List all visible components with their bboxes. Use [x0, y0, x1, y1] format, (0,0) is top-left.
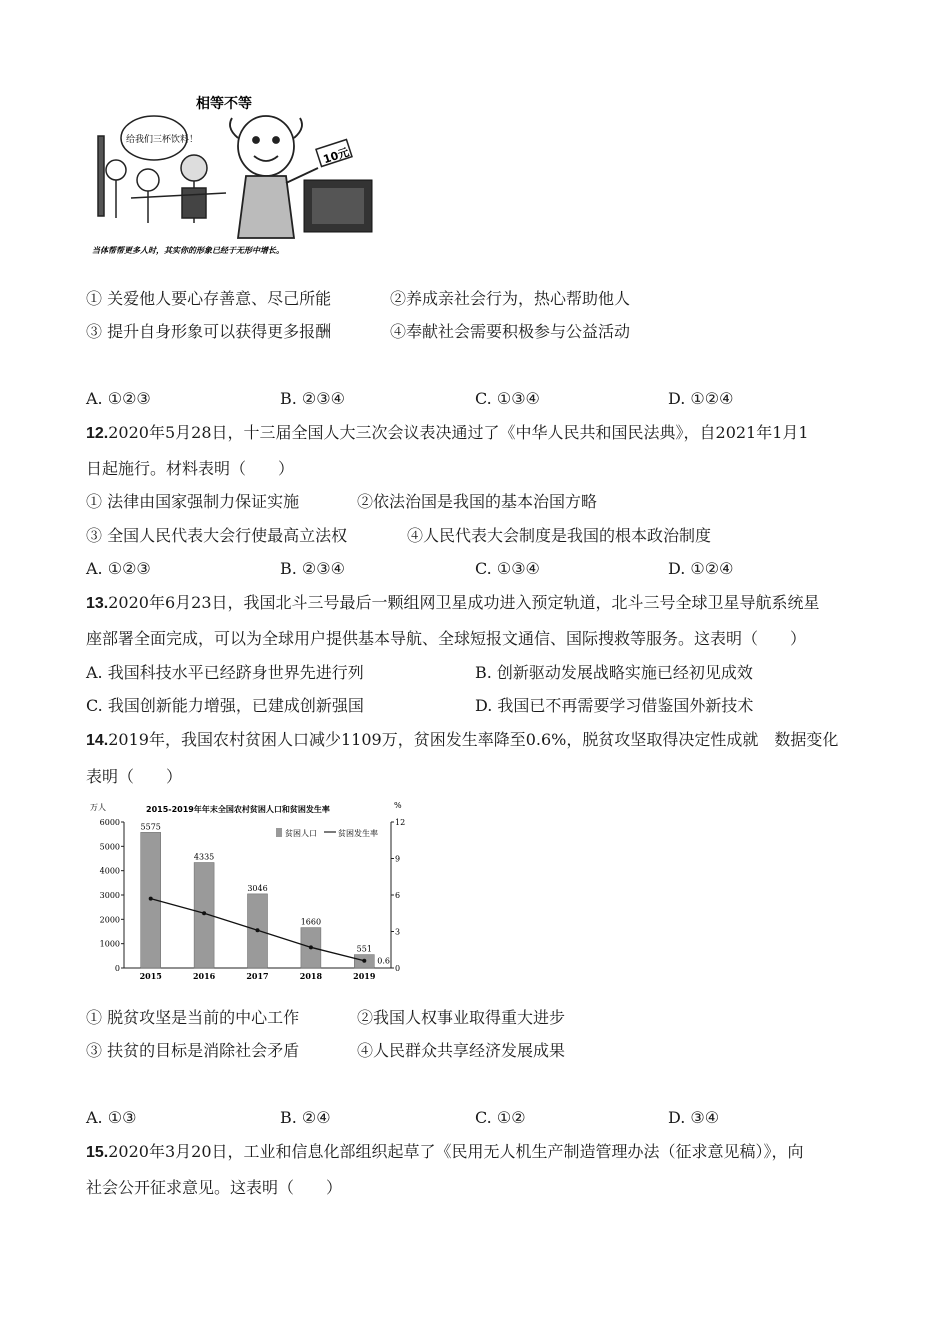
price-tag-text: 10元 [321, 145, 351, 167]
q15-stem-line2: 社会公开征求意见。这表明（ ） [86, 1178, 343, 1197]
q13-choice-d[interactable]: D. 我国已不再需要学习借鉴国外新技术 [475, 696, 754, 715]
x-tick-label: 2017 [246, 971, 269, 981]
q13-choice-c[interactable]: C. 我国创新能力增强，已建成创新强国 [86, 696, 364, 715]
q12-choice-a[interactable]: A. ①②③ [86, 559, 151, 578]
q14-stem-line1 [86, 730, 838, 751]
x-tick-label: 2019 [353, 971, 376, 981]
y-left-tick-label: 5000 [99, 842, 120, 852]
q12-choice-c[interactable]: C. ①③④ [475, 559, 540, 578]
q11-choice-b[interactable]: B. ②③④ [280, 389, 345, 408]
q12-choice-d[interactable]: D. ①②④ [668, 559, 734, 578]
q11-item-1: ① 关爱他人要心存善意、尽己所能 [86, 289, 332, 308]
q12-item-1: ① 法律由国家强制力保证实施 [86, 492, 300, 511]
q14-choice-a[interactable]: A. ①③ [86, 1108, 137, 1127]
x-tick-label: 2018 [299, 971, 323, 981]
q14-choice-b[interactable]: B. ②④ [280, 1108, 331, 1127]
q15-number: 15. [86, 1144, 109, 1161]
y-left-tick-label: 1000 [99, 939, 120, 949]
y-left-tick-label: 3000 [99, 891, 120, 900]
poverty-chart [86, 800, 416, 985]
q12-stem-line2: 日起施行。材料表明（ ） [86, 459, 295, 478]
q11-item-3: ③ 提升自身形象可以获得更多报酬 [86, 322, 332, 341]
q12-number: 12. [86, 425, 109, 442]
q12-stem-text: 2020年5月28日，十三届全国人大三次会议表决通过了《中华人民共和国民法典》，自2021年1月1 [108, 423, 809, 442]
q11-choice-d[interactable]: D. ①②④ [668, 389, 734, 408]
y-right-tick-label: 6 [395, 891, 401, 900]
y-left-tick-label: 6000 [99, 818, 120, 827]
y-left-tick-label: 2000 [99, 915, 120, 925]
q14-item-1: ① 脱贫攻坚是当前的中心工作 [86, 1008, 300, 1027]
y-right-tick-label: 9 [395, 854, 401, 864]
q11-choice-c[interactable]: C. ①③④ [475, 389, 540, 408]
chart-right-unit: % [394, 801, 402, 810]
rate-point [202, 911, 206, 915]
bar-value-label: 3046 [247, 883, 268, 893]
q13-number: 13. [86, 595, 109, 612]
y-right-tick-label: 0 [395, 964, 401, 973]
chart-title: 2015-2019年年末全国农村贫困人口和贫困发生率 [146, 805, 330, 814]
q13-stem-line2: 座部署全面完成，可以为全球用户提供基本导航、全球短报文通信、国际搜救等服务。这表明（ ） [86, 629, 807, 648]
rate-point [309, 945, 313, 949]
donation-box [304, 180, 372, 232]
q11-item-4: ④奉献社会需要积极参与公益活动 [390, 322, 631, 341]
y-right-tick-label: 3 [395, 927, 401, 937]
q14-stem-text: 2019年，我国农村贫困人口减少1109万，贫困发生率降至0.6%，脱贫攻坚取得决定性成就 数据变化 [108, 730, 839, 749]
q15-stem-line1 [86, 1142, 804, 1163]
q15-stem-text: 2020年3月20日，工业和信息化部组织起草了《民用无人机生产制造管理办法（征求意见稿）》，向 [108, 1142, 804, 1161]
rate-point [362, 959, 366, 963]
bar-value-label: 551 [356, 944, 372, 954]
bar-value-label: 5575 [140, 822, 161, 832]
legend-line-label: 贫困发生率 [338, 829, 378, 838]
q12-item-3: ③ 全国人民代表大会行使最高立法权 [86, 526, 348, 545]
q11-item-2: ②养成亲社会行为，热心帮助他人 [390, 289, 631, 308]
q14-number: 14. [86, 732, 109, 749]
q14-stem-line2: 表明（ ） [86, 767, 183, 786]
q12-choice-b[interactable]: B. ②③④ [280, 559, 345, 578]
rate-point [149, 897, 153, 901]
q14-choice-c[interactable]: C. ①② [475, 1108, 526, 1127]
x-tick-label: 2016 [192, 971, 216, 981]
speech-text: 给我们三杯饮料！ [126, 135, 199, 145]
comic-caption: 当体帮帮更多人时，其实你的形象已经于无形中增长。 [92, 245, 284, 255]
bar-value-label: 4335 [193, 852, 215, 862]
rate-point [256, 928, 260, 932]
q14-item-3: ③ 扶贫的目标是消除社会矛盾 [86, 1041, 300, 1060]
q13-choice-b[interactable]: B. 创新驱动发展战略实施已经初见成效 [475, 663, 753, 682]
chart-left-unit: 万人 [90, 803, 106, 812]
bar-value-label: 1660 [300, 917, 322, 927]
price-tag [316, 139, 352, 166]
q14-choice-d[interactable]: D. ③④ [668, 1108, 720, 1127]
q14-item-4: ④人民群众共享经济发展成果 [357, 1041, 566, 1060]
y-left-tick-label: 4000 [99, 866, 120, 876]
comic-illustration [86, 88, 376, 266]
chart-legend [276, 828, 378, 838]
q14-item-2: ②我国人权事业取得重大进步 [357, 1008, 566, 1027]
y-right-tick-label: 12 [395, 818, 406, 827]
comic-title: 相等不等 [196, 96, 252, 112]
y-left-tick-label: 0 [114, 964, 120, 973]
q13-stem-text: 2020年6月23日，我国北斗三号最后一颗组网卫星成功进入预定轨道，北斗三号全球卫星导航系统星 [108, 593, 820, 612]
q12-item-2: ②依法治国是我国的基本治国方略 [357, 492, 598, 511]
x-tick-label: 2015 [139, 971, 162, 981]
legend-bar-swatch [276, 828, 282, 837]
legend-bar-label: 贫困人口 [285, 829, 317, 838]
q11-choice-a[interactable]: A. ①②③ [86, 389, 151, 408]
q13-choice-a[interactable]: A. 我国科技水平已经跻身世界先进行列 [86, 663, 364, 682]
q13-stem-line1 [86, 593, 820, 614]
q12-item-4: ④人民代表大会制度是我国的根本政治制度 [407, 526, 712, 545]
rate-value-label: 0.6 [377, 956, 391, 966]
q12-stem-line1 [86, 423, 809, 444]
